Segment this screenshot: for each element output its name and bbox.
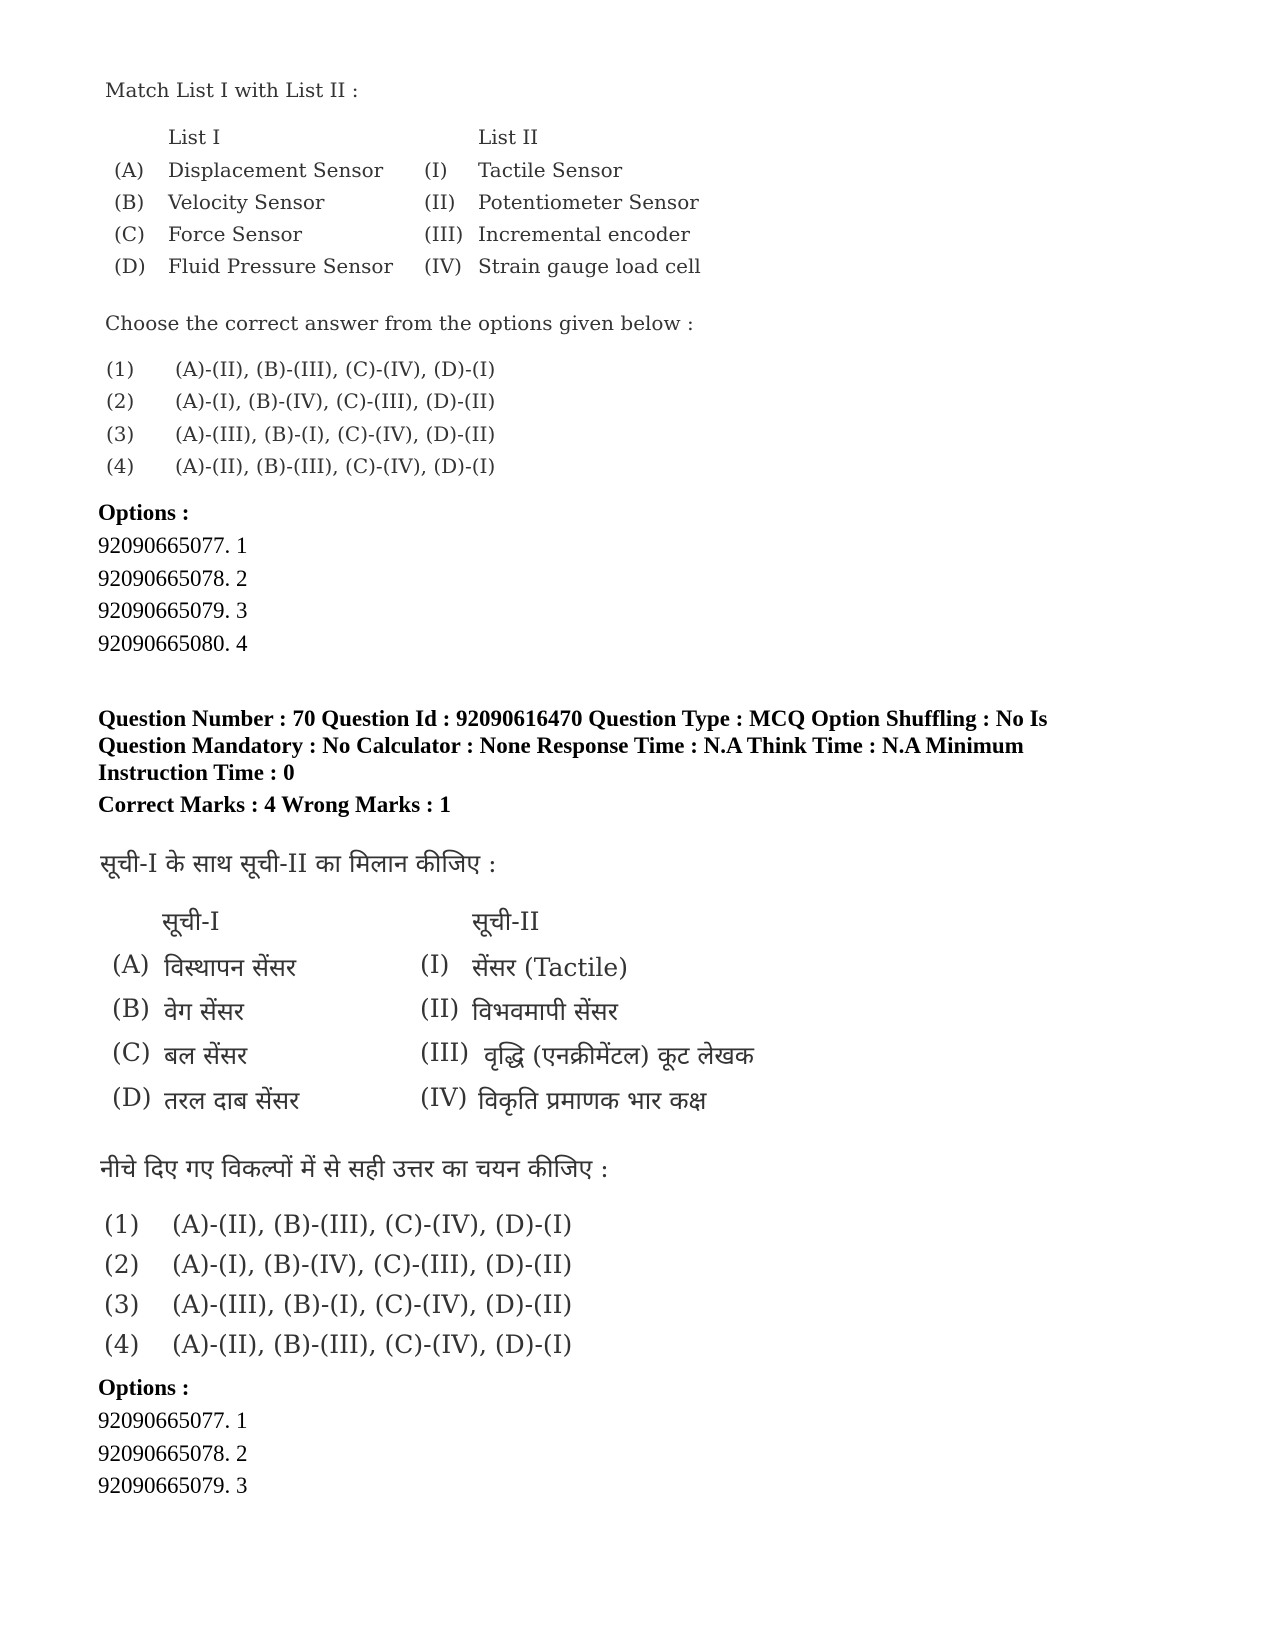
q2-list2-header: सूची-II	[472, 907, 540, 936]
q1-answer-2-text: (A)-(I), (B)-(IV), (C)-(III), (D)-(II)	[175, 389, 496, 413]
q2-row-a-text: विस्थापन सेंसर	[164, 953, 297, 982]
q2-answer-1-num: (1)	[104, 1210, 140, 1239]
q1-option-3: 92090665079. 3	[98, 598, 248, 623]
q1-option-4: 92090665080. 4	[98, 631, 248, 656]
q1-choose-instruction: Choose the correct answer from the options given below :	[105, 311, 694, 335]
q1-row-iii-key: (III)	[424, 222, 464, 246]
question-image-hindi	[100, 838, 800, 1438]
q2-list1-header: सूची-I	[162, 907, 220, 936]
q2-instruction: सूची-I के साथ सूची-II का मिलान कीजिए :	[100, 849, 497, 878]
q2-meta-line-2: Question Mandatory : No Calculator : None Response Time : N.A Think Time : N.A Minimum	[98, 733, 1024, 758]
q1-answer-1-num: (1)	[106, 357, 135, 381]
q2-answer-4-text: (A)-(II), (B)-(III), (C)-(IV), (D)-(I)	[172, 1330, 573, 1359]
question-image-english	[100, 70, 740, 500]
q2-answer-3-text: (A)-(III), (B)-(I), (C)-(IV), (D)-(II)	[172, 1290, 573, 1319]
q2-meta-line-1: Question Number : 70 Question Id : 92090616470 Question Type : MCQ Option Shuffling : No Is	[98, 706, 1048, 731]
q1-row-i-key: (I)	[424, 158, 448, 182]
q2-meta-line-3: Instruction Time : 0	[98, 760, 295, 785]
q2-option-3: 92090665079. 3	[98, 1473, 248, 1498]
q1-row-ii-key: (II)	[424, 190, 456, 214]
q2-answer-4-num: (4)	[104, 1330, 140, 1359]
q2-row-b-key: (B)	[112, 994, 150, 1023]
q1-row-iv-text: Strain gauge load cell	[478, 254, 701, 278]
q1-answer-1-text: (A)-(II), (B)-(III), (C)-(IV), (D)-(I)	[175, 357, 496, 381]
q2-option-2: 92090665078. 2	[98, 1441, 248, 1466]
q2-options-heading: Options :	[98, 1375, 190, 1400]
q2-row-b-text: वेग सेंसर	[164, 997, 244, 1026]
q2-marks: Correct Marks : 4 Wrong Marks : 1	[98, 792, 451, 817]
q2-row-i-key: (I)	[420, 950, 450, 979]
q1-row-iv-key: (IV)	[424, 254, 462, 278]
q2-choose-instruction: नीचे दिए गए विकल्पों में से सही उत्तर का चयन कीजिए :	[100, 1154, 609, 1183]
q1-row-d-key: (D)	[114, 254, 146, 278]
q1-list2-header: List II	[478, 125, 539, 149]
q2-row-d-text: तरल दाब सेंसर	[164, 1086, 300, 1115]
q1-row-a-text: Displacement Sensor	[168, 158, 384, 182]
q1-instruction: Match List I with List II :	[105, 78, 359, 102]
q2-row-iv-text: विकृति प्रमाणक भार कक्ष	[478, 1086, 707, 1115]
q1-answer-4-text: (A)-(II), (B)-(III), (C)-(IV), (D)-(I)	[175, 454, 496, 478]
q2-answer-2-text: (A)-(I), (B)-(IV), (C)-(III), (D)-(II)	[172, 1250, 573, 1279]
q2-row-c-text: बल सेंसर	[164, 1041, 248, 1070]
q2-row-iii-text: वृद्धि (एनक्रीमेंटल) कूट लेखक	[484, 1041, 754, 1070]
q1-options-heading: Options :	[98, 500, 190, 525]
q2-answer-2-num: (2)	[104, 1250, 140, 1279]
q2-row-iii-key: (III)	[420, 1038, 470, 1067]
q1-answer-2-num: (2)	[106, 389, 135, 413]
q2-row-ii-key: (II)	[420, 994, 460, 1023]
q1-row-iii-text: Incremental encoder	[478, 222, 690, 246]
q1-row-ii-text: Potentiometer Sensor	[478, 190, 699, 214]
q2-row-ii-text: विभवमापी सेंसर	[472, 997, 618, 1026]
q2-row-a-key: (A)	[112, 950, 150, 979]
q1-row-c-key: (C)	[114, 222, 145, 246]
q1-row-c-text: Force Sensor	[168, 222, 303, 246]
q1-answer-3-text: (A)-(III), (B)-(I), (C)-(IV), (D)-(II)	[175, 422, 496, 446]
q2-answer-3-num: (3)	[104, 1290, 140, 1319]
q1-option-1: 92090665077. 1	[98, 533, 248, 558]
q2-meta-block	[98, 705, 1178, 786]
q1-option-2: 92090665078. 2	[98, 566, 248, 591]
q1-list1-header: List I	[168, 125, 221, 149]
q2-row-c-key: (C)	[112, 1038, 151, 1067]
q1-answer-3-num: (3)	[106, 422, 135, 446]
q1-answer-4-num: (4)	[106, 454, 135, 478]
q1-row-i-text: Tactile Sensor	[478, 158, 623, 182]
q1-row-a-key: (A)	[114, 158, 145, 182]
q1-row-d-text: Fluid Pressure Sensor	[168, 254, 394, 278]
q2-answer-1-text: (A)-(II), (B)-(III), (C)-(IV), (D)-(I)	[172, 1210, 573, 1239]
q2-row-d-key: (D)	[112, 1083, 152, 1112]
q1-row-b-text: Velocity Sensor	[168, 190, 325, 214]
q2-row-iv-key: (IV)	[420, 1083, 468, 1112]
q2-row-i-text: सेंसर (Tactile)	[472, 953, 628, 982]
q2-option-1: 92090665077. 1	[98, 1408, 248, 1433]
q1-row-b-key: (B)	[114, 190, 145, 214]
